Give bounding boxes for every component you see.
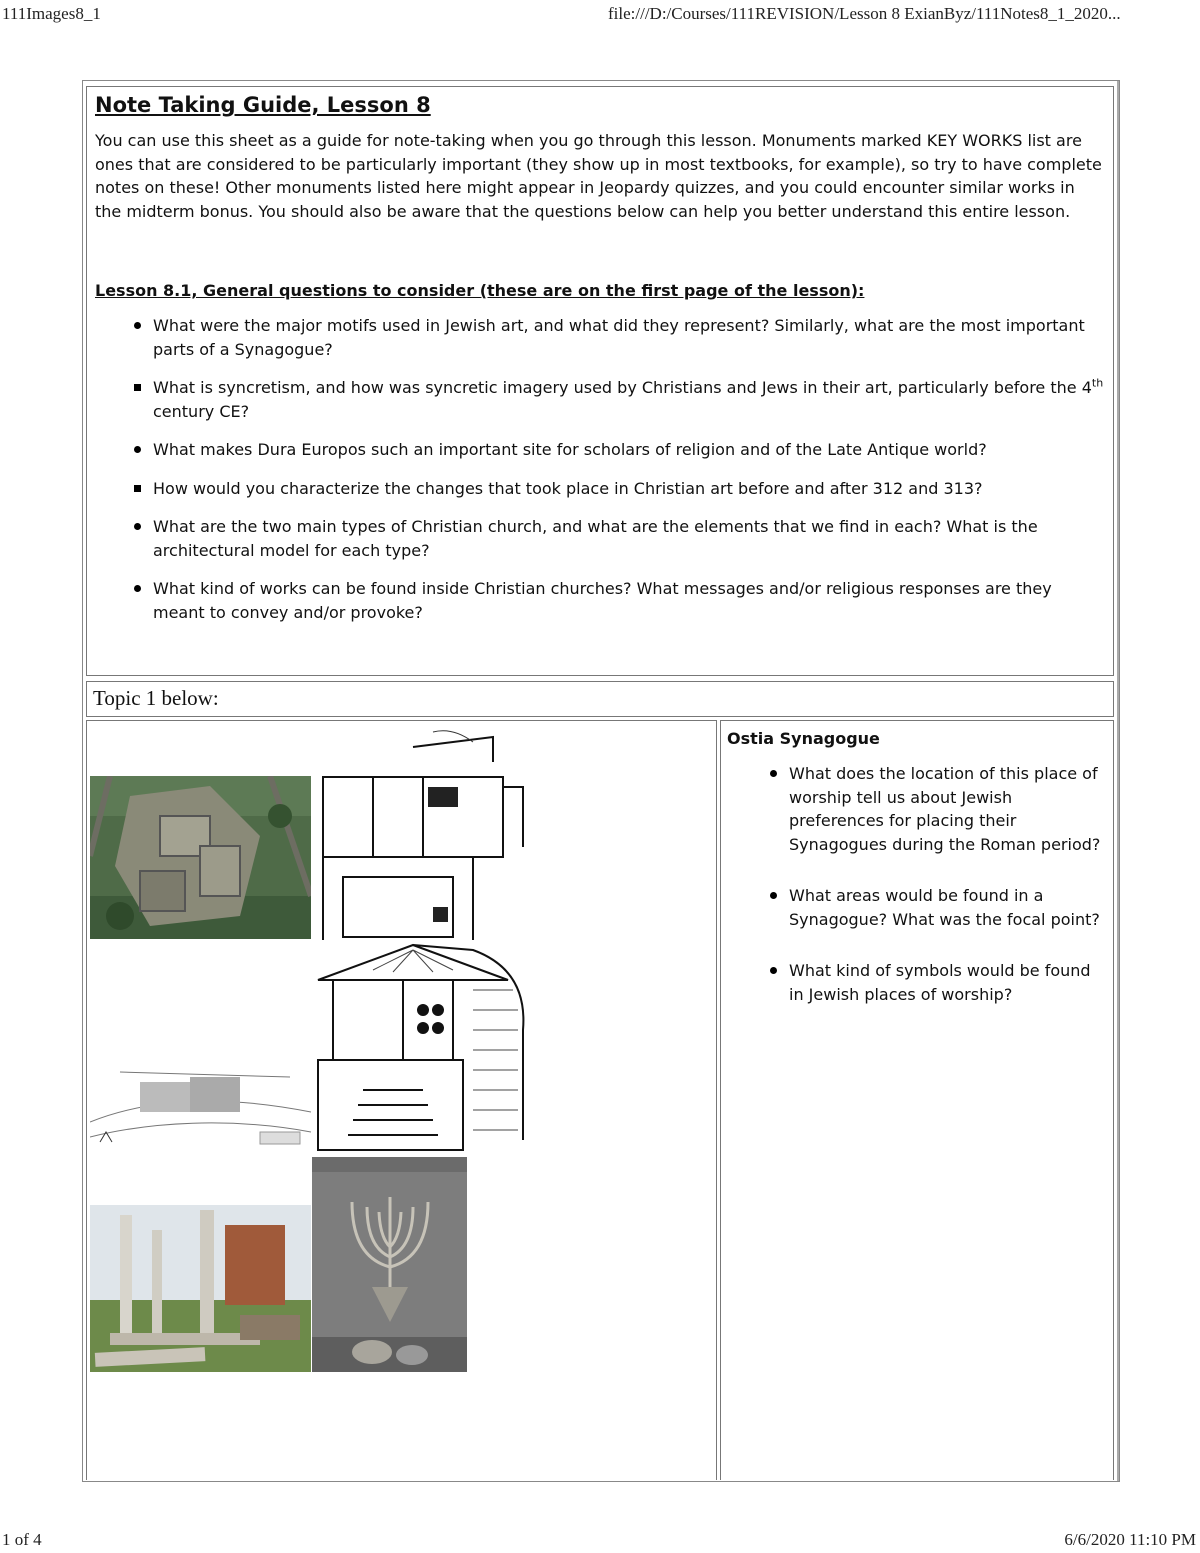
print-header-title: 111Images8_1	[2, 4, 101, 23]
topic-label: Topic 1 below:	[93, 686, 219, 710]
aerial-photo-image	[90, 776, 311, 939]
section-subheading: Lesson 8.1, General questions to consider (these are on the first page of the lesson):	[95, 281, 865, 300]
menorah-relief-photo-image	[312, 1157, 467, 1372]
print-header-url: file:///D:/Courses/111REVISION/Lesson 8 ExianByz/111Notes8_1_2020...	[608, 4, 1121, 23]
list-item: What are the two main types of Christian church, and what are the elements that we find in each? What is the architectural model for each type?	[153, 515, 1105, 562]
topic-label-cell	[86, 681, 1114, 717]
list-item: What areas would be found in a Synagogue? What was the focal point?	[789, 884, 1107, 931]
list-item	[153, 376, 1105, 423]
list-item: What does the location of this place of worship tell us about Jewish preferences for placing their Synagogues during the Roman period?	[789, 762, 1107, 856]
synagogue-plan-drawing	[313, 727, 528, 957]
site-map-drawing	[90, 1062, 311, 1152]
intro-cell	[86, 86, 1114, 676]
list-item: What were the major motifs used in Jewish art, and what did they represent? Similarly, what are the most important parts of a Synagogue?	[153, 314, 1105, 361]
list-item: What makes Dura Europos such an important site for scholars of religion and of the Late Antique world?	[153, 438, 1105, 462]
page-title: Note Taking Guide, Lesson 8	[95, 93, 431, 117]
list-item: How would you characterize the changes that took place in Christian art before and after 312 and 313?	[153, 477, 1105, 501]
page-count: 1 of 4	[2, 1530, 42, 1549]
superscript: th	[1091, 376, 1104, 390]
ostia-synagogue-title: Ostia Synagogue	[727, 729, 880, 748]
ruins-photo-image	[90, 1205, 311, 1372]
general-questions-list	[95, 314, 1105, 624]
question-text: What is syncretism, and how was syncretic imagery used by Christians and Jews in their art, particularly before the 4	[153, 378, 1092, 397]
list-item: What kind of works can be found inside Christian churches? What messages and/or religious responses are they meant to convey and/or provoke?	[153, 577, 1105, 624]
torah-shrine-reconstruction-drawing	[313, 940, 528, 1152]
list-item: What kind of symbols would be found in Jewish places of worship?	[789, 959, 1107, 1006]
ostia-synagogue-cell	[720, 720, 1114, 1480]
intro-paragraph: You can use this sheet as a guide for note-taking when you go through this lesson. Monuments marked KEY WORKS list are ones that are considered to be particularly important (they show up in most textbooks, for example), so try to have complete notes on these! Other monuments listed here might appear in Jeopardy quizzes, and you could encounter similar works in the midterm bonus. You should also be aware that the questions below can help you better understand this entire lesson.	[95, 131, 1102, 221]
question-tail: century CE?	[153, 401, 250, 421]
print-timestamp: 6/6/2020 11:10 PM	[1064, 1530, 1196, 1549]
ostia-questions-list	[727, 762, 1107, 1006]
